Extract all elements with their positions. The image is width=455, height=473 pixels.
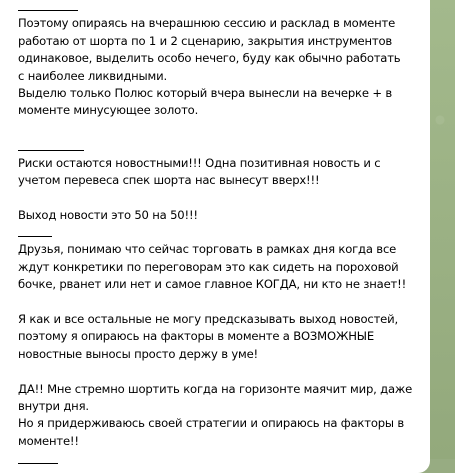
separator-rule [18, 10, 78, 11]
message-text-line: Но я придерживаюсь своей стратегии и опираюсь на факторы в [18, 416, 405, 431]
message-text-line: новостные выносы просто держу в уме! [18, 346, 259, 361]
message-text-line: ждут конкретики по переговорам это как сидеть на пороховой [18, 259, 399, 274]
message-text-line: внутри дня. [18, 398, 89, 413]
message-text-line: Друзья, понимаю что сейчас торговать в рамках дня когда все [18, 242, 397, 257]
separator-rule [18, 150, 84, 151]
message-text-line: учетом перевеса спек шорта нас вынесут вверх!!! [18, 172, 320, 187]
separator-line [18, 0, 416, 15]
message-text-line: с наиболее ликвидными. [18, 68, 167, 83]
blank-line [18, 363, 416, 380]
message-text-line: Поэтому опираясь на вчерашнюю сессию и расклад в моменте [18, 16, 396, 31]
separator-rule [18, 463, 58, 464]
message-text-line: Я как и все остальные не могу предсказывать выход новостей, [18, 312, 398, 327]
separator-line [18, 137, 416, 154]
separator-rule [18, 236, 52, 237]
message-text-line: моменте!! [18, 433, 79, 448]
blank-line [18, 294, 416, 311]
message-text-line: поэтому я опираюсь на факторы в моменте а ВОЗМОЖНЫЕ [18, 329, 374, 344]
message-text-line: Выход новости это 50 на 50!!! [18, 207, 198, 222]
message-text-line: моменте минусующее золото. [18, 103, 199, 118]
blank-line [18, 120, 416, 137]
message-text-line: бочке, рванет или нет и самое главное КОГДА, ни кто не знает!! [18, 277, 407, 292]
blank-line [18, 189, 416, 206]
message-text-line: одинаковое, выделить особо нечего, буду как обычно работать [18, 51, 401, 66]
message-text-line: Выделю только Полюс который вчера вынесли на вечерке + в [18, 85, 393, 100]
message-text-line: Риски остаются новостными!!! Одна позитивная новость и с [18, 155, 381, 170]
separator-line [18, 224, 416, 241]
message-text-line: работаю от шорта по 1 и 2 сценарию, закрытия инструментов [18, 33, 393, 48]
message-text-line: ДА!! Мне стремно шортить когда на горизонте маячит мир, даже [18, 381, 413, 396]
